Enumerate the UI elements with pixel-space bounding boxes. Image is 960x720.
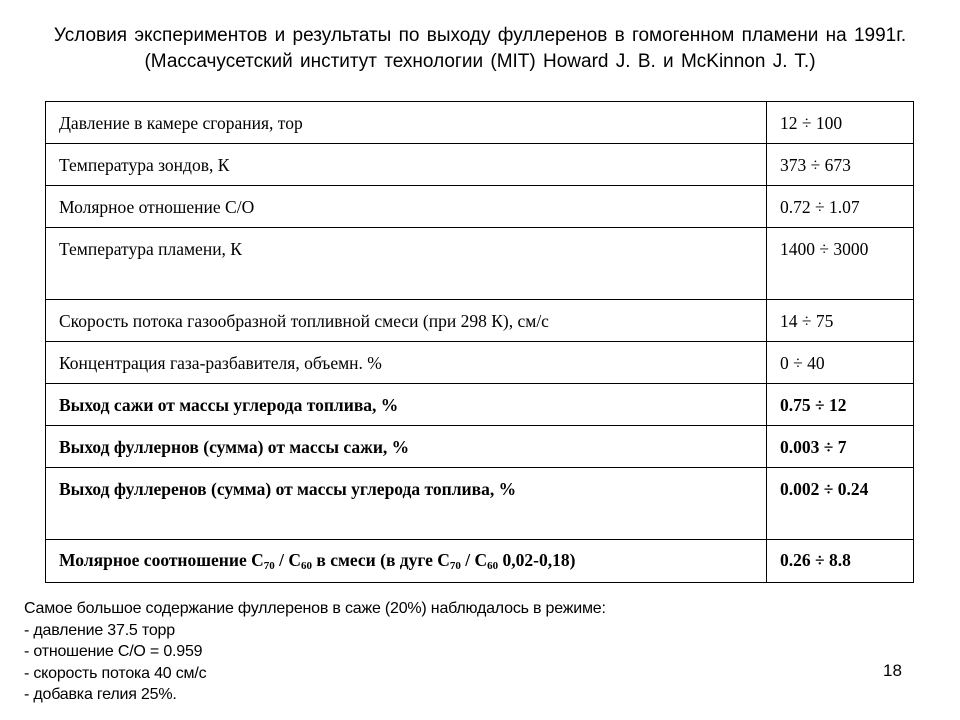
- page-number: 18: [883, 661, 902, 680]
- table-row: [46, 342, 914, 384]
- row-value: 0.26 ÷ 8.8: [767, 540, 914, 583]
- notes-item: - скорость потока 40 см/с: [24, 664, 207, 682]
- label-text: / С: [274, 550, 302, 570]
- table-row: [46, 468, 914, 540]
- title-line-2: (Массачусетский институт технологии (MIT) Howard J. B. и McKinnon J. T.): [144, 51, 816, 72]
- row-value: 1400 ÷ 3000: [767, 228, 914, 300]
- label-text: / С: [460, 550, 488, 570]
- table-row: [46, 426, 914, 468]
- row-value: 373 ÷ 673: [767, 144, 914, 186]
- table-row: [46, 186, 914, 228]
- row-label: Скорость потока газообразной топливной смеси (при 298 К), см/с: [46, 300, 767, 342]
- row-value: 0 ÷ 40: [767, 342, 914, 384]
- title-line-1: Условия экспериментов и результаты по выходу фуллеренов в гомогенном пламени на 1991г.: [53, 25, 907, 46]
- row-value: 0.75 ÷ 12: [767, 384, 914, 426]
- table-row: [46, 144, 914, 186]
- table-row: [46, 300, 914, 342]
- row-label: Давление в камере сгорания, тор: [46, 102, 767, 144]
- row-label: Выход сажи от массы углерода топлива, %: [46, 384, 767, 426]
- row-label: Выход фуллеренов (сумма) от массы углерода топлива, %: [46, 468, 767, 540]
- notes-item: - добавка гелия 25%.: [24, 686, 177, 703]
- row-label: Температура пламени, К: [46, 228, 767, 300]
- subscript: 70: [263, 560, 275, 572]
- label-text: 0,02-0,18): [498, 550, 576, 570]
- row-label: Концентрация газа-разбавителя, объемн. %: [46, 342, 767, 384]
- row-value: 0.72 ÷ 1.07: [767, 186, 914, 228]
- row-value: 14 ÷ 75: [767, 300, 914, 342]
- row-label: Молярное отношение С/О: [46, 186, 767, 228]
- notes-block: [24, 598, 606, 706]
- subscript: 60: [487, 560, 499, 572]
- notes-heading: Самое большое содержание фуллеренов в саже (20%) наблюдалось в режиме:: [24, 600, 606, 617]
- table-row: [46, 384, 914, 426]
- row-value: 0.003 ÷ 7: [767, 426, 914, 468]
- parameters-table: [45, 101, 914, 583]
- subscript: 70: [449, 560, 461, 572]
- notes-item: - отношение С/О = 0.959: [24, 643, 203, 660]
- slide-title: [0, 23, 960, 75]
- row-label: Температура зондов, К: [46, 144, 767, 186]
- row-value: 0.002 ÷ 0.24: [767, 468, 914, 540]
- row-value: 12 ÷ 100: [767, 102, 914, 144]
- row-label: Выход фуллернов (сумма) от массы сажи, %: [46, 426, 767, 468]
- label-text: Молярное соотношение С: [59, 550, 264, 570]
- table-row: [46, 540, 914, 583]
- row-label: [46, 540, 767, 583]
- table-row: [46, 102, 914, 144]
- table-row: [46, 228, 914, 300]
- label-text: в смеси (в дуге С: [312, 550, 450, 570]
- subscript: 60: [301, 560, 313, 572]
- notes-item: - давление 37.5 торр: [24, 621, 175, 639]
